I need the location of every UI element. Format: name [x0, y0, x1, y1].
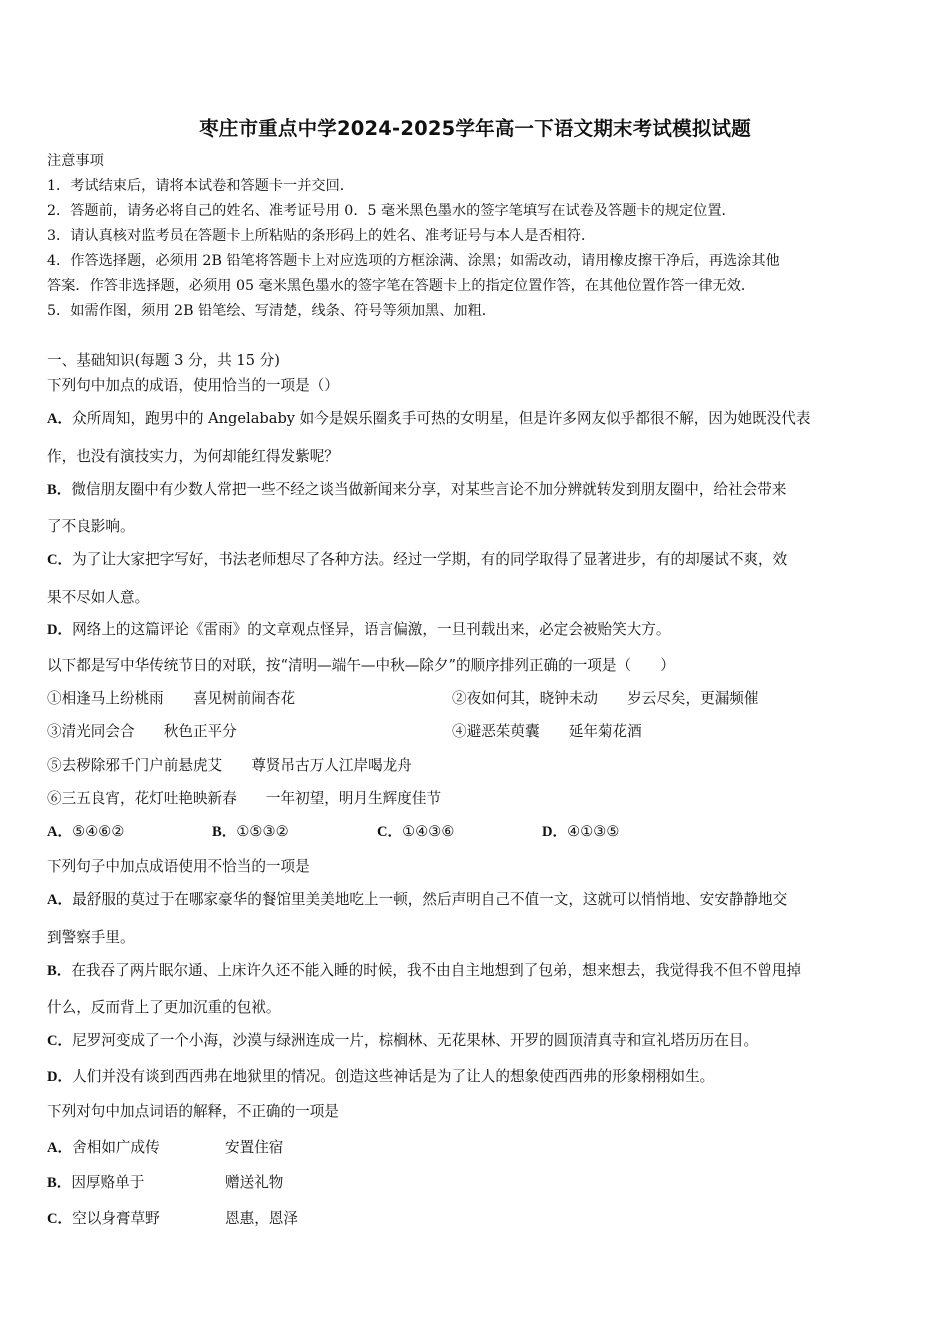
option-b-cont: 什么，反而背上了更加沉重的包袱。 — [47, 999, 281, 1016]
choice-text: ⑤④⑥② — [72, 823, 125, 840]
option-b — [47, 1173, 144, 1193]
option-c — [47, 550, 787, 570]
option-a — [47, 1138, 160, 1158]
option-label: C． — [47, 1211, 73, 1227]
choice-d — [542, 822, 619, 842]
option-text: 因厚赂单于 — [71, 1174, 145, 1191]
notice-heading: 注意事项 — [47, 153, 104, 169]
option-text: 尼罗河变成了一个小海，沙漠与绿洲连成一片，棕榈林、无花果林、开罗的圆顶清真寺和宣礼塔历历在目。 — [72, 1032, 759, 1049]
notice-item: 答案．作答非选择题，必须用 05 毫米黑色墨水的签字笔在答题卡上的指定位置作答，在其他位置作答一律无效． — [47, 278, 756, 294]
choice-a — [47, 822, 124, 842]
option-a-cont: 作，也没有演技实力，为何却能红得发紫呢？ — [47, 448, 339, 465]
option-label: B． — [47, 482, 72, 498]
notice-item: 3．请认真核对监考员在答题卡上所粘贴的条形码上的姓名、准考证号与本人是否相符． — [47, 228, 596, 244]
notice-item: 5．如需作图，须用 2B 铅笔绘、写清楚，线条、符号等须加黑、加粗． — [47, 303, 496, 319]
notice-item: 2．答题前，请务必将自己的姓名、准考证号用 0．5 毫米黑色墨水的签字笔填写在试卷及答题卡的规定位置． — [47, 203, 736, 219]
choice-text: ④①③⑤ — [567, 823, 620, 840]
option-text: 空以身膏草野 — [72, 1210, 160, 1227]
option-a-cont: 到警察手里。 — [47, 929, 135, 946]
option-a — [47, 409, 810, 429]
option-text: 人们并没有谈到西西弗在地狱里的情况。创造这些神话是为了让人的想象使西西弗的形象栩栩如生。 — [72, 1068, 715, 1085]
option-d — [47, 1067, 714, 1087]
notice-item: 1．考试结束后，请将本试卷和答题卡一并交回． — [47, 178, 354, 194]
option-a-definition: 安置住宿 — [225, 1139, 284, 1156]
option-text: 舍相如广成传 — [72, 1139, 160, 1156]
couplet: ②夜如何其，晓钟未动 岁云尽矣，更漏频催 — [452, 690, 759, 707]
option-label: A． — [47, 411, 73, 427]
option-c — [47, 1209, 160, 1229]
option-text: 网络上的这篇评论《雷雨》的文章观点怪异，语言偏激，一旦刊载出来，必定会被贻笑大方。 — [72, 621, 671, 638]
couplet: ⑥三五良宵，花灯吐艳映新春 一年初望，明月生辉度佳节 — [47, 790, 442, 807]
choice-text: ①④③⑥ — [402, 823, 455, 840]
option-text: 微信朋友圈中有少数人常把一些不经之谈当做新闻来分享，对某些言论不加分辨就转发到朋友圈中，给社会带来 — [71, 481, 787, 498]
option-d — [47, 620, 671, 640]
page-title: 枣庄市重点中学2024-2025学年高一下语文期末考试模拟试题 — [199, 117, 751, 140]
option-label: D． — [47, 1069, 73, 1085]
couplet: ①相逢马上纷桃雨 喜见树前闹杏花 — [47, 690, 296, 707]
couplet: ③清光同会合 秋色正平分 — [47, 723, 237, 740]
couplet: ④避恶茱萸囊 延年菊花酒 — [452, 723, 642, 740]
option-c-cont: 果不尽如人意。 — [47, 589, 150, 606]
choice-label: C． — [377, 824, 403, 840]
choice-b — [212, 822, 289, 842]
choice-label: A． — [47, 824, 73, 840]
option-label: C． — [47, 1033, 73, 1049]
option-text: 众所周知，跑男中的 Angelababy 如今是娱乐圈炙手可热的女明星，但是许多网友似乎都很不解，因为她既没代表 — [72, 410, 811, 427]
option-a — [47, 890, 787, 910]
couplet: ⑤去秽除邪千门户前悬虎艾 尊贤吊古万人江岸喝龙舟 — [47, 757, 412, 774]
choice-label: B． — [212, 824, 237, 840]
option-b — [47, 480, 786, 500]
option-label: D． — [47, 622, 73, 638]
question-stem: 下列句子中加点成语使用不恰当的一项是 — [47, 858, 310, 875]
option-c-definition: 恩惠，恩泽 — [225, 1210, 298, 1227]
option-c — [47, 1031, 758, 1051]
option-label: B． — [47, 1175, 72, 1191]
question-stem: 下列对句中加点词语的解释，不正确的一项是 — [47, 1103, 339, 1120]
option-label: C． — [47, 552, 73, 568]
option-label: B． — [47, 963, 72, 979]
section-heading: 一、基础知识(每题 3 分，共 15 分) — [47, 352, 280, 369]
option-text: 为了让大家把字写好，书法老师想尽了各种方法。经过一学期，有的同学取得了显著进步，有的却屡试不爽，效 — [72, 551, 788, 568]
question-stem: 以下都是写中华传统节日的对联，按“清明—端午—中秋—除夕”的顺序排列正确的一项是（ ） — [47, 657, 675, 674]
choice-text: ①⑤③② — [236, 823, 289, 840]
option-b — [47, 961, 801, 981]
choice-c — [377, 822, 454, 842]
option-b-cont: 了不良影响。 — [47, 518, 135, 535]
option-label: A． — [47, 892, 73, 908]
option-text: 最舒服的莫过于在哪家豪华的餐馆里美美地吃上一顿，然后声明自己不值一文，这就可以悄悄地、安安静静地交 — [72, 891, 788, 908]
option-label: A． — [47, 1140, 73, 1156]
option-b-definition: 赠送礼物 — [225, 1174, 284, 1191]
notice-item: 4．作答选择题，必须用 2B 铅笔将答题卡上对应选项的方框涂满、涂黑；如需改动，请用橡皮擦干净后，再选涂其他 — [47, 253, 780, 269]
choice-label: D． — [542, 824, 568, 840]
question-stem: 下列句中加点的成语，使用恰当的一项是（） — [47, 377, 339, 394]
option-text: 在我吞了两片眠尔通、上床许久还不能入睡的时候，我不由自主地想到了包弟，想来想去，我觉得我不但不曾甩掉 — [71, 962, 802, 979]
